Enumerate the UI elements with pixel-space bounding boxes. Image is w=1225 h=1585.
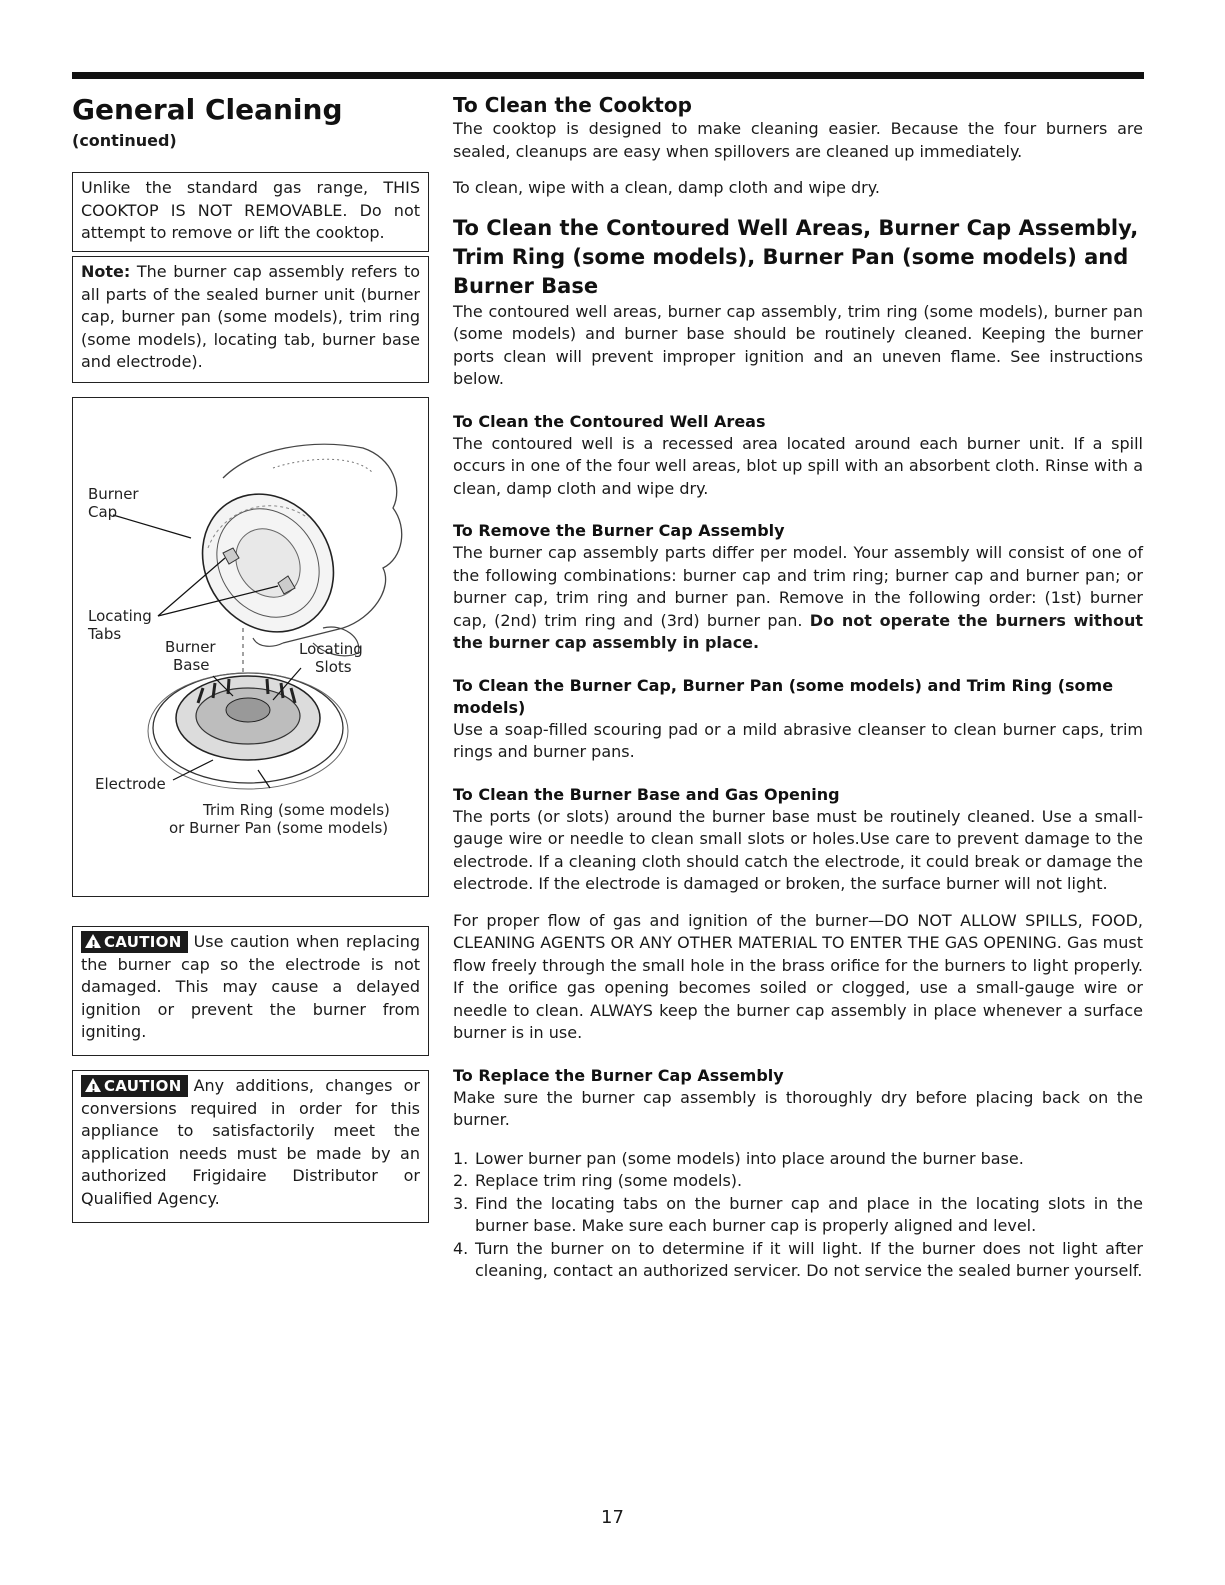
burner-diagram (72, 397, 429, 897)
note-lead: Note: (81, 262, 131, 281)
caution-badge-label: CAUTION (104, 1077, 182, 1095)
contoured-paragraph: The contoured well areas, burner cap assembly, trim ring (some models), burner pan (some models) and burner base should be routinely cleaned. Keeping the burner ports clean will prevent improper ignition and an uneven flame. See instructions below. (453, 301, 1143, 388)
well-paragraph: The contoured well is a recessed area located around each burner unit. If a spill occurs in one of the four well areas, blot up spill with an absorbent cloth. Rinse with a clean, damp cloth and wipe dry. (453, 433, 1143, 498)
label-burner-cap-1: Burner (88, 485, 139, 503)
page-title: General Cleaning (72, 93, 343, 126)
top-rule (72, 72, 1144, 79)
right-column (453, 92, 1143, 1283)
caution-badge (81, 931, 188, 953)
not-removable-notice: Unlike the standard gas range, THIS COOKTOP IS NOT REMOVABLE. Do not attempt to remove or lift the cooktop. (72, 172, 429, 252)
heading-contoured-well: To Clean the Contoured Well Areas (453, 411, 766, 431)
label-electrode: Electrode (95, 775, 166, 793)
note-box (72, 256, 429, 383)
label-locating-slots-2: Slots (315, 658, 352, 676)
list-item: 3. Find the locating tabs on the burner cap and place in the locating slots in the burner base. Make sure each burner cap is properly aligned and level. (453, 1193, 1143, 1235)
caution-electrode (72, 926, 429, 1056)
heading-replace-cap: To Replace the Burner Cap Assembly (453, 1065, 784, 1085)
caution-conversions (72, 1070, 429, 1223)
cooktop-paragraph-1: The cooktop is designed to make cleaning easier. Because the four burners are sealed, cleanups are easy when spillovers are cleaned up immediately. (453, 119, 1143, 161)
remove-paragraph (453, 542, 1143, 655)
remove-text: The burner cap assembly parts differ per model. Your assembly will consist of one of the following combinations: burner cap and trim ring; burner cap and burner pan; or burner cap, trim ring and burner pan. Remove in the following order: (1st) burner cap, (2nd) trim ring and (3rd) burner pan. (453, 543, 1143, 630)
heading-clean-base: To Clean the Burner Base and Gas Opening (453, 784, 840, 804)
caution-badge (81, 1075, 188, 1097)
remove-warning: Do not operate the burners without the burner cap assembly in place. (453, 610, 1143, 652)
heading-clean-cooktop: To Clean the Cooktop (453, 93, 692, 117)
label-locating-tabs-1: Locating (88, 607, 152, 625)
cooktop-paragraph-2: To clean, wipe with a clean, damp cloth and wipe dry. (453, 178, 881, 197)
list-item: 4. Turn the burner on to determine if it will light. If the burner does not light after cleaning, contact an authorized servicer. Do not service the sealed burner yourself. (453, 1238, 1143, 1280)
list-item: 2. Replace trim ring (some models). (453, 1171, 743, 1190)
left-column (72, 92, 429, 1208)
caution-conversions-text: Any additions, changes or conversions required in order for this appliance to satisfactorily meet the application needs must be made by an authorized Frigidaire Distributor or Qualified Agency. (81, 1076, 420, 1208)
label-locating-slots-1: Locating (299, 640, 363, 658)
warning-triangle-icon (85, 934, 101, 948)
replace-paragraph: Make sure the burner cap assembly is thoroughly dry before placing back on the burner. (453, 1087, 1143, 1129)
heading-clean-cap: To Clean the Burner Cap, Burner Pan (some models) and Trim Ring (some models) (453, 675, 1114, 717)
note-text: The burner cap assembly refers to all parts of the sealed burner unit (burner cap, burner pan (some models), trim ring (some models), locating tab, burner base and electrode). (81, 262, 420, 371)
heading-remove-cap: To Remove the Burner Cap Assembly (453, 521, 785, 540)
label-burner-base-1: Burner (165, 638, 216, 656)
label-burner-pan: or Burner Pan (some models) (169, 819, 389, 837)
label-burner-base-2: Base (173, 656, 210, 674)
page-number: 17 (601, 1507, 624, 1528)
page-subtitle: (continued) (72, 131, 177, 150)
label-burner-cap-2: Cap (88, 503, 118, 521)
caution-badge-label: CAUTION (104, 933, 182, 951)
cap-paragraph: Use a soap-filled scouring pad or a mild abrasive cleanser to clean burner caps, trim rings and burner pans. (453, 719, 1143, 761)
heading-contoured-assembly: To Clean the Contoured Well Areas, Burner Cap Assembly, Trim Ring (some models), Burner Pan (some models) and Burner Base (453, 215, 1139, 298)
warning-triangle-icon (85, 1078, 101, 1092)
base-paragraph-1: The ports (or slots) around the burner base must be routinely cleaned. Use a small-gauge wire or needle to clean small slots or holes.Use care to prevent damage to the electrode. If a cleaning cloth should catch the electrode, it could break or damage the electrode. If the electrode is damaged or broken, the surface burner will not light. (453, 806, 1143, 893)
list-item: 1. Lower burner pan (some models) into place around the burner base. (453, 1148, 1024, 1168)
label-trim-ring: Trim Ring (some models) (203, 801, 390, 819)
base-paragraph-2: For proper flow of gas and ignition of the burner—DO NOT ALLOW SPILLS, FOOD, CLEANING AGENTS OR ANY OTHER MATERIAL TO ENTER THE GAS OPENING. Gas must flow freely through the small hole in the brass orifice for the burners to light properly. If the orifice gas opening becomes soiled or clogged, use a small-gauge wire or needle to clean. ALWAYS keep the burner cap assembly in place whenever a surface burner is in use. (453, 910, 1143, 1042)
replace-steps (453, 1148, 1143, 1283)
label-locating-tabs-2: Tabs (88, 625, 122, 643)
caution-electrode-text: Use caution when replacing the burner cap so the electrode is not damaged. This may cause a delayed ignition or prevent the burner from igniting. (81, 932, 420, 1041)
